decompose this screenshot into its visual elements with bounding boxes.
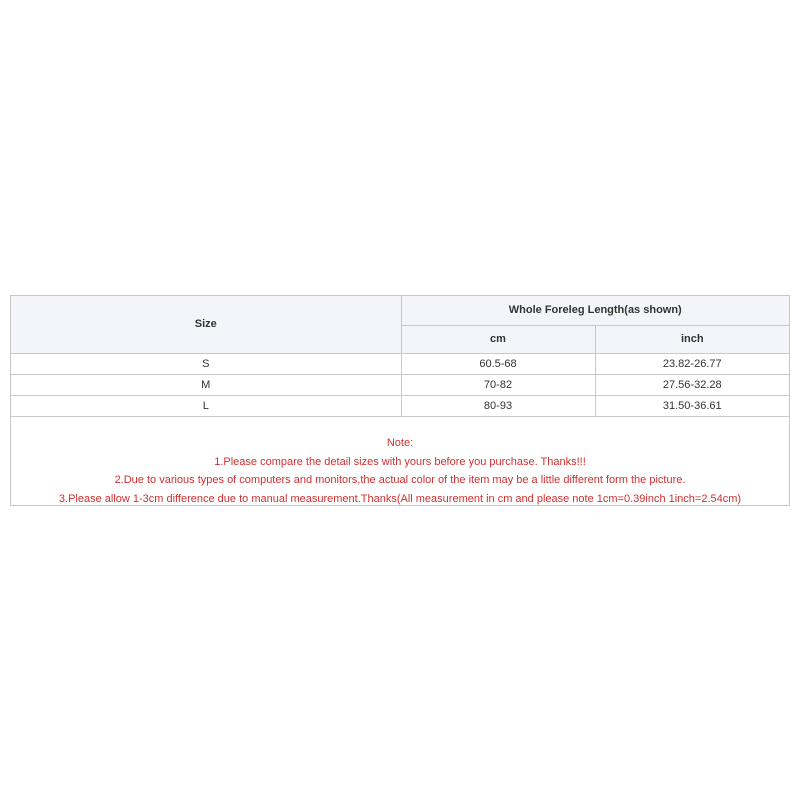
inch-column-header: inch [595,325,789,353]
table-header-row [11,296,789,325]
size-column-header: Size [11,296,401,353]
inch-cell: 27.56-32.28 [595,374,789,395]
note-line-2: 2.Due to various types of computers and monitors,the actual color of the item may be a little different form the picture. [114,474,686,486]
size-cell: L [11,395,401,416]
inch-cell: 31.50-36.61 [595,395,789,416]
cm-cell: 60.5-68 [401,353,595,374]
note-line-1: 1.Please compare the detail sizes with yours before you purchase. Thanks!!! [214,455,586,468]
inch-cell: 23.82-26.77 [595,353,789,374]
cm-cell: 70-82 [401,374,595,395]
size-cell: M [11,374,401,395]
cm-cell: 80-93 [401,395,595,416]
table-row [11,353,789,374]
foreleg-length-header: Whole Foreleg Length(as shown) [401,296,789,325]
size-table [11,296,789,417]
size-chart [10,295,790,506]
table-row [11,374,789,395]
notes-section [11,434,789,508]
table-row [11,395,789,416]
cm-column-header: cm [401,325,595,353]
note-line-3: 3.Please allow 1-3cm difference due to manual measurement.Thanks(All measurement in cm and please note 1cm=0.39inch 1inch=2.54cm) [58,492,742,505]
size-cell: S [11,353,401,374]
note-title: Note: [386,437,414,449]
